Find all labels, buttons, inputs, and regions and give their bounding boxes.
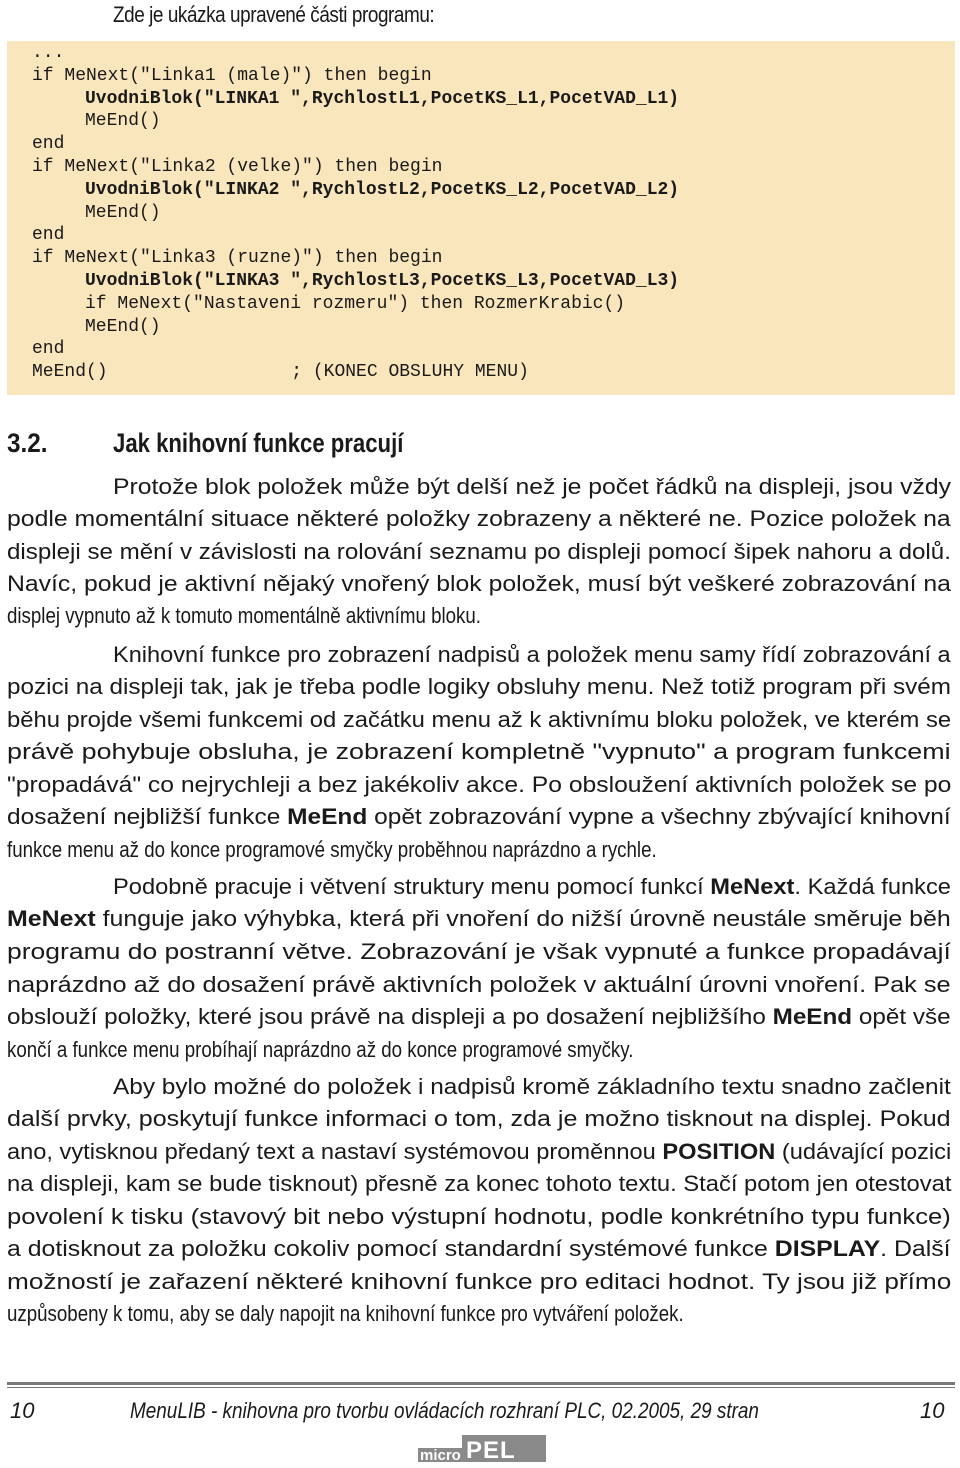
code-line: if MeNext("Linka3 (ruzne)") then begin	[32, 248, 443, 269]
text-run: dosažení nejbližší funkce	[7, 804, 288, 829]
footer-page-number-right: 10	[920, 1398, 945, 1423]
text-run: běhu projde všemi funkcemi od začátku menu až k aktivnímu bloku položek, ve kterém se	[7, 707, 952, 732]
footer-title: MenuLIB - knihovna pro tvorbu ovládacích rozhraní PLC, 02.2005, 29 stran	[130, 1398, 759, 1423]
text-run: . Další	[880, 1236, 951, 1261]
paragraph-line	[7, 1234, 951, 1264]
text-run: a dotisknout za položku cokoliv pomocí standardní systémové funkce	[7, 1236, 775, 1261]
text-run: (udávající pozici	[775, 1139, 952, 1164]
code-line: MeEnd()	[85, 316, 161, 337]
text-run: ano, vytisknou předaný text a nastaví systémovou proměnnou	[7, 1139, 663, 1164]
code-line: ...	[32, 43, 65, 63]
text-run: naprázdno až do dosažení právě aktivních položek v aktuální úrovni vnoření. Pak se	[7, 972, 951, 997]
paragraph-line	[113, 640, 951, 670]
text-run: možností je zařazení některé knihovní funkce pro editaci hodnot. Ty jsou již přímo	[7, 1269, 952, 1294]
section-number: 3.2.	[7, 428, 48, 458]
function-name: MeEnd	[772, 1004, 853, 1029]
text-run: Protože blok položek může být delší než je počet řádků na displeji, jsou vždy	[113, 474, 951, 499]
text-run: funguje jako výhybka, která při vnoření do nižší úrovně neustále směruje běh	[95, 906, 951, 931]
paragraph-line	[7, 1267, 951, 1297]
function-name: MeNext	[710, 874, 795, 899]
code-line: end	[32, 225, 65, 246]
paragraph-line	[7, 1299, 951, 1329]
text-run: obslouží položky, které jsou právě na displeji a po dosažení nejbližšího	[7, 1004, 773, 1029]
paragraph-line	[113, 472, 951, 502]
svg-text:micro: micro	[420, 1447, 461, 1464]
text-run: právě pohybuje obsluha, je zobrazení kompletně "vypnuto" a program funkcemi	[7, 739, 951, 764]
paragraph-line	[7, 970, 951, 1000]
paragraph-line	[7, 1002, 951, 1032]
text-run: pozici na displeji tak, jak je třeba podle logiky obsluhy menu. Než totiž program při svém	[7, 674, 951, 699]
paragraph-line	[7, 569, 951, 599]
footer-rule-thin	[7, 1387, 955, 1388]
paragraph-line	[7, 537, 951, 567]
text-run: opět zobrazování vypne a všechny zbývající knihovní	[367, 804, 951, 829]
text-run: . Každá funkce	[794, 874, 951, 899]
text-run: displeji se mění v závislosti na rolování seznamu po displeji pomocí šipek nahoru a dolů.	[7, 539, 951, 564]
text-run: opět vše	[852, 1004, 951, 1029]
code-line: MeEnd()	[85, 202, 161, 223]
footer-rule-thick	[7, 1382, 955, 1385]
paragraph-line	[113, 1072, 951, 1102]
paragraph-line	[7, 1035, 951, 1065]
text-run: uzpůsobeny k tomu, aby se daly napojit na knihovní funkce pro vytváření položek.	[7, 1301, 684, 1326]
paragraph-line	[7, 504, 951, 534]
svg-text:PEL: PEL	[466, 1437, 516, 1464]
text-run: programu do postranní větve. Zobrazování je však vypnuté a funkce propadávají	[7, 939, 951, 964]
text-run: podle momentální situace některé položky zobrazeny a některé ne. Pozice položek na	[7, 506, 951, 531]
function-name: DISPLAY	[774, 1236, 881, 1261]
code-line: end	[32, 339, 65, 360]
paragraph-line	[7, 672, 951, 702]
paragraph-line	[113, 872, 951, 902]
micropel-logo	[418, 1432, 548, 1466]
paragraph-line	[7, 737, 951, 767]
paragraph-line	[7, 904, 951, 934]
code-block	[7, 41, 955, 395]
text-run: další prvky, poskytují funkce informaci o tom, zda je možno tisknout na displej. Pokud	[7, 1106, 951, 1131]
text-run: Knihovní funkce pro zobrazení nadpisů a položek menu samy řídí zobrazování a	[113, 642, 951, 667]
text-run: displej vypnuto až k tomuto momentálně aktivnímu bloku.	[7, 603, 481, 628]
paragraph-line	[7, 770, 951, 800]
code-line: MeEnd() ; (KONEC OBSLUHY MENU)	[32, 362, 529, 383]
code-line: UvodniBlok("LINKA2 ",RychlostL2,PocetKS_L2,PocetVAD_L2)	[85, 179, 680, 200]
paragraph-line	[7, 802, 951, 832]
code-line: if MeNext("Linka1 (male)") then begin	[32, 65, 432, 86]
text-run: Aby bylo možné do položek i nadpisů kromě základního textu snadno začlenit	[113, 1074, 951, 1099]
paragraph-line	[7, 1202, 951, 1232]
footer-page-number-left: 10	[10, 1398, 35, 1423]
text-run: Navíc, pokud je aktivní nějaký vnořený blok položek, musí být veškeré zobrazování na	[7, 571, 951, 596]
paragraph-line	[7, 937, 951, 967]
function-name: POSITION	[662, 1139, 776, 1164]
paragraph-line	[7, 1104, 951, 1134]
paragraph-line	[7, 705, 951, 735]
code-line: MeEnd()	[85, 111, 161, 132]
code-line: end	[32, 134, 65, 155]
text-run: Podobně pracuje i větvení struktury menu pomocí funkcí	[113, 874, 711, 899]
text-run: "propadává" co nejrychleji a bez jakékoliv akce. Po obsloužení aktivních položek se po	[7, 772, 952, 797]
text-run: končí a funkce menu probíhají naprázdno až do konce programové smyčky.	[7, 1037, 634, 1062]
paragraph-line	[7, 835, 951, 865]
code-line: UvodniBlok("LINKA3 ",RychlostL3,PocetKS_L3,PocetVAD_L3)	[85, 271, 680, 291]
paragraph-line	[7, 1137, 951, 1167]
text-run: funkce menu až do konce programové smyčky proběhnou naprázdno a rychle.	[7, 837, 657, 862]
text-run: povolení k tisku (stavový bit nebo výstupní hodnotu, podle konkrétního typu funkce)	[7, 1204, 951, 1229]
text-run: na displeji, kam se bude tisknout) přesně za konec tohoto textu. Stačí potom jen otestovat	[7, 1171, 952, 1196]
function-name: MeEnd	[287, 804, 368, 829]
code-line: UvodniBlok("LINKA1 ",RychlostL1,PocetKS_L1,PocetVAD_L1)	[85, 88, 680, 109]
paragraph-line	[7, 601, 951, 631]
function-name: MeNext	[7, 906, 96, 931]
paragraph-line	[7, 1169, 951, 1199]
intro-text: Zde je ukázka upravené části programu:	[113, 2, 435, 27]
section-title: Jak knihovní funkce pracují	[113, 428, 404, 458]
code-line: if MeNext("Nastaveni rozmeru") then RozmerKrabic()	[85, 293, 626, 314]
code-line: if MeNext("Linka2 (velke)") then begin	[32, 157, 443, 177]
